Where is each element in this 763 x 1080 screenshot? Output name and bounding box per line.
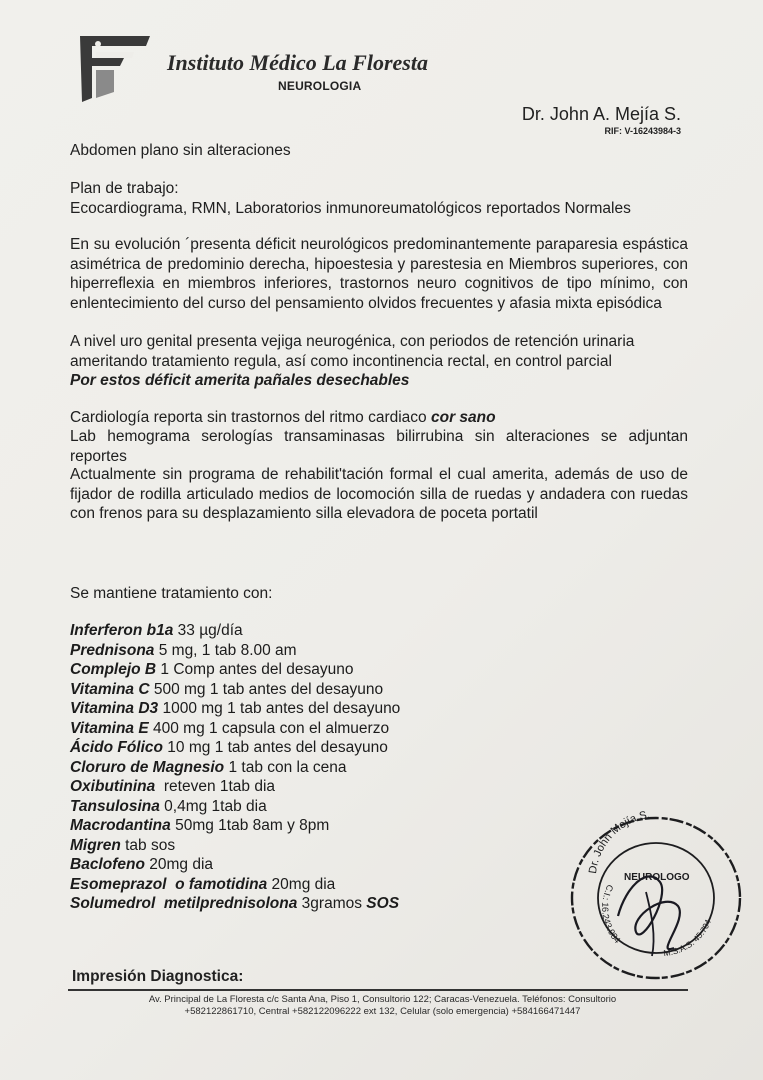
abdomen-note: Abdomen plano sin alteraciones [70, 142, 291, 159]
diagnostic-impression-label: Impresión Diagnostica: [72, 968, 244, 985]
footer-line-1: Av. Principal de La Floresta c/c Santa Ana, Piso 1, Consultorio 122; Caracas-Venezuela. Teléfonos: Consultorio [148, 994, 617, 1005]
institute-logo [74, 32, 154, 104]
medication-item: Cloruro de Magnesio 1 tab con la cena [70, 758, 347, 776]
medication-item: Oxibutinina reteven 1tab dia [70, 778, 276, 795]
medication-item: Baclofeno 20mg dia [70, 856, 214, 873]
medication-item: Tansulosina 0,4mg 1tab dia [70, 797, 267, 815]
lab-note: Lab hemograma serologías transaminasas bilirrubina sin alteraciones se adjuntan reportes [70, 428, 688, 465]
medication-item: Solumedrol metilprednisolona 3gramos SOS [70, 895, 400, 912]
footer-divider [68, 989, 688, 991]
medication-item: Vitamina C 500 mg 1 tab antes del desayuno [70, 680, 384, 698]
medication-item: Migren tab sos [70, 836, 176, 854]
evolution-paragraph: En su evolución ´presenta déficit neurológicos predominantemente paraparesia espástica asimétrica de predominio derecha, hipoestesia y parestesia en Miembros superiores, con hiperreflexia en miembros inferiores, trastornos neuro cognitivos de tipo mínimo, con enlentecimiento del curso del pensamiento olvidos frecuentes y afasia mixta episódica [70, 236, 688, 312]
stamp-specialty: NEUROLOGO [624, 872, 690, 883]
work-plan [70, 179, 688, 218]
medication-item: Macrodantina 50mg 1tab 8am y 8pm [70, 817, 330, 834]
treatment-title: Se mantiene tratamiento con: [70, 585, 273, 602]
medication-item: Ácido Fólico 10 mg 1 tab antes del desayuno [70, 739, 388, 756]
cardiology-note [70, 408, 688, 428]
urogenital-paragraph: A nivel uro genital presenta vejiga neurogénica, con periodos de retención urinaria ameritando tratamiento regula, así como incontinencia rectal, en control parcial [70, 333, 635, 370]
rehab-paragraph: Actualmente sin programa de rehabilit'tación formal el cual amerita, además de uso de fijador de rodilla articulado medios de locomoción silla de ruedas y andadera con ruedas con frenos para su desplazamiento silla elevadora de poceta portatil [70, 466, 688, 522]
doctor-stamp [556, 796, 748, 986]
doctor-name: Dr. John A. Mejía S. [521, 104, 681, 124]
department-name: NEUROLOGIA [278, 79, 362, 93]
work-plan-title: Plan de trabajo: [70, 180, 179, 197]
medication-item: Vitamina E 400 mg 1 capsula con el almuerzo [70, 719, 390, 737]
footer-line-2: +582122861710, Central +582122096222 ext 132, Celular (solo emergencia) +584166471447 [184, 1006, 581, 1017]
stamp-ci: C.I.: 16.243.984 [600, 883, 623, 946]
work-plan-text: Ecocardiograma, RMN, Laboratorios inmunoreumatológicos reportados Normales [70, 199, 631, 217]
footer-address [90, 994, 675, 1018]
stamp-doctor-name: Dr. John Mejía S. [586, 808, 651, 875]
medication-item: Complejo B 1 Comp antes del desayuno [70, 661, 354, 678]
institution-name: Instituto Médico La Floresta [167, 50, 428, 75]
stamp-msas: M.S.A.S. 45.704 [662, 917, 714, 959]
diapers-note: Por estos déficit amerita pañales desechables [70, 372, 410, 389]
medication-item: Prednisona 5 mg, 1 tab 8.00 am [70, 641, 297, 659]
medication-item: Inferferon b1a 33 µg/día [70, 622, 243, 639]
medication-list [70, 621, 400, 914]
medication-item: Vitamina D3 1000 mg 1 tab antes del desayuno [70, 700, 401, 717]
signature-scribble [618, 876, 680, 949]
medication-item: Esomeprazol o famotidina 20mg dia [70, 875, 336, 893]
cardiology-label: Cardiología reporta sin trastornos del ritmo cardiaco [70, 409, 427, 426]
cardiology-result: cor sano [430, 409, 496, 426]
doctor-rif: RIF: V-16243984-3 [604, 126, 681, 136]
